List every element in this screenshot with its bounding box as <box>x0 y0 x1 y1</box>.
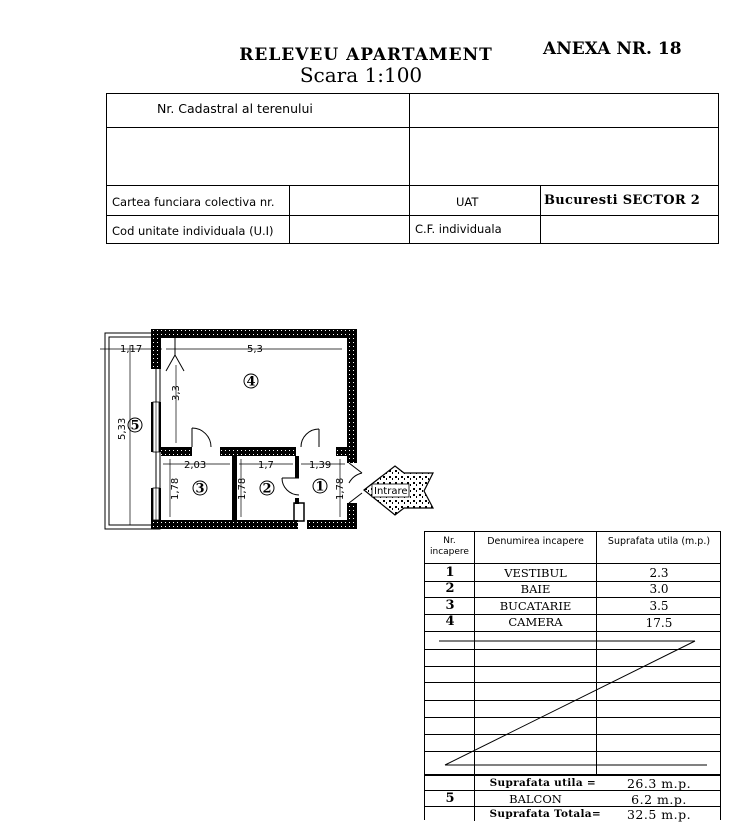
row-1-nr: 1 <box>445 565 455 580</box>
uat-label: UAT <box>456 195 479 209</box>
exterior-walls <box>151 329 357 529</box>
cod-unitate-label: Cod unitate individuala (U.I) <box>112 224 274 238</box>
room-number-4 <box>244 374 258 390</box>
col-header-area: Suprafata utila (m.p.) <box>607 536 711 547</box>
row-1-name: VESTIBUL <box>504 566 567 580</box>
entrance-label: Intrare <box>374 486 408 497</box>
dim-bath-depth: 1,78 <box>237 477 248 500</box>
cf-individuala-label: C.F. individuala <box>415 222 502 236</box>
svg-text:5: 5 <box>130 418 140 434</box>
col-header-name: Denumirea incapere <box>487 536 584 547</box>
useful-area-label: Suprafata utila = <box>489 777 596 789</box>
annex-number: ANEXA NR. 18 <box>543 39 682 59</box>
row-3-nr: 3 <box>445 598 455 613</box>
svg-text:3: 3 <box>195 481 205 497</box>
dim-hall-width: 1,39 <box>309 460 332 471</box>
total-area-label: Suprafata Totala= <box>489 808 601 820</box>
col-header-nr: Nr. incapere <box>430 536 469 557</box>
dim-kitchen-width: 2,03 <box>184 460 207 471</box>
balcony-value: 6.2 m.p. <box>631 792 687 807</box>
row-3-name: BUCATARIE <box>499 599 572 613</box>
svg-text:4: 4 <box>246 374 256 390</box>
cadastral-label: Nr. Cadastral al terenului <box>157 101 313 116</box>
dim-kitchen-depth: 1,78 <box>170 477 181 500</box>
room-number-3 <box>193 481 207 497</box>
row-4-name: CAMERA <box>508 615 563 629</box>
carte-funciara-label: Cartea funciara colectiva nr. <box>112 195 275 209</box>
dim-room-width: 5,3 <box>247 344 263 355</box>
row-4-area: 17.5 <box>645 616 673 630</box>
row-1-area: 2.3 <box>649 566 669 580</box>
total-area-value: 32.5 m.p. <box>626 807 692 822</box>
dim-hall-depth: 1,78 <box>335 477 346 500</box>
room-number-5 <box>128 418 142 434</box>
balcony-nr: 5 <box>445 791 455 806</box>
document-title: RELEVEU APARTAMENT <box>239 45 493 65</box>
entrance-arrow-icon <box>364 466 433 515</box>
row-2-name: BAIE <box>520 582 551 596</box>
row-4-nr: 4 <box>445 614 455 629</box>
floor-plan <box>100 325 450 535</box>
rooms-table <box>424 531 721 820</box>
uat-value: Bucuresti SECTOR 2 <box>544 193 701 208</box>
scale-label: Scara 1:100 <box>299 63 423 87</box>
row-2-nr: 2 <box>445 581 455 596</box>
dim-balcony-length: 5,33 <box>117 417 128 440</box>
row-2-area: 3.0 <box>649 582 669 596</box>
svg-text:2: 2 <box>262 481 272 497</box>
dim-balcony-width: 1,17 <box>120 344 143 355</box>
room-number-1 <box>313 479 327 495</box>
svg-text:1: 1 <box>315 479 325 495</box>
row-3-area: 3.5 <box>649 599 669 613</box>
useful-area-value: 26.3 m.p. <box>626 776 692 791</box>
door-swings <box>166 338 362 503</box>
balcony-name: BALCON <box>509 792 562 806</box>
dim-bath-width: 1,7 <box>258 460 274 471</box>
dimension-lines <box>100 345 345 525</box>
dim-door-depth: 3,3 <box>171 385 182 401</box>
cancellation-mark <box>425 632 721 772</box>
info-table <box>106 93 719 244</box>
room-number-2 <box>260 481 274 497</box>
